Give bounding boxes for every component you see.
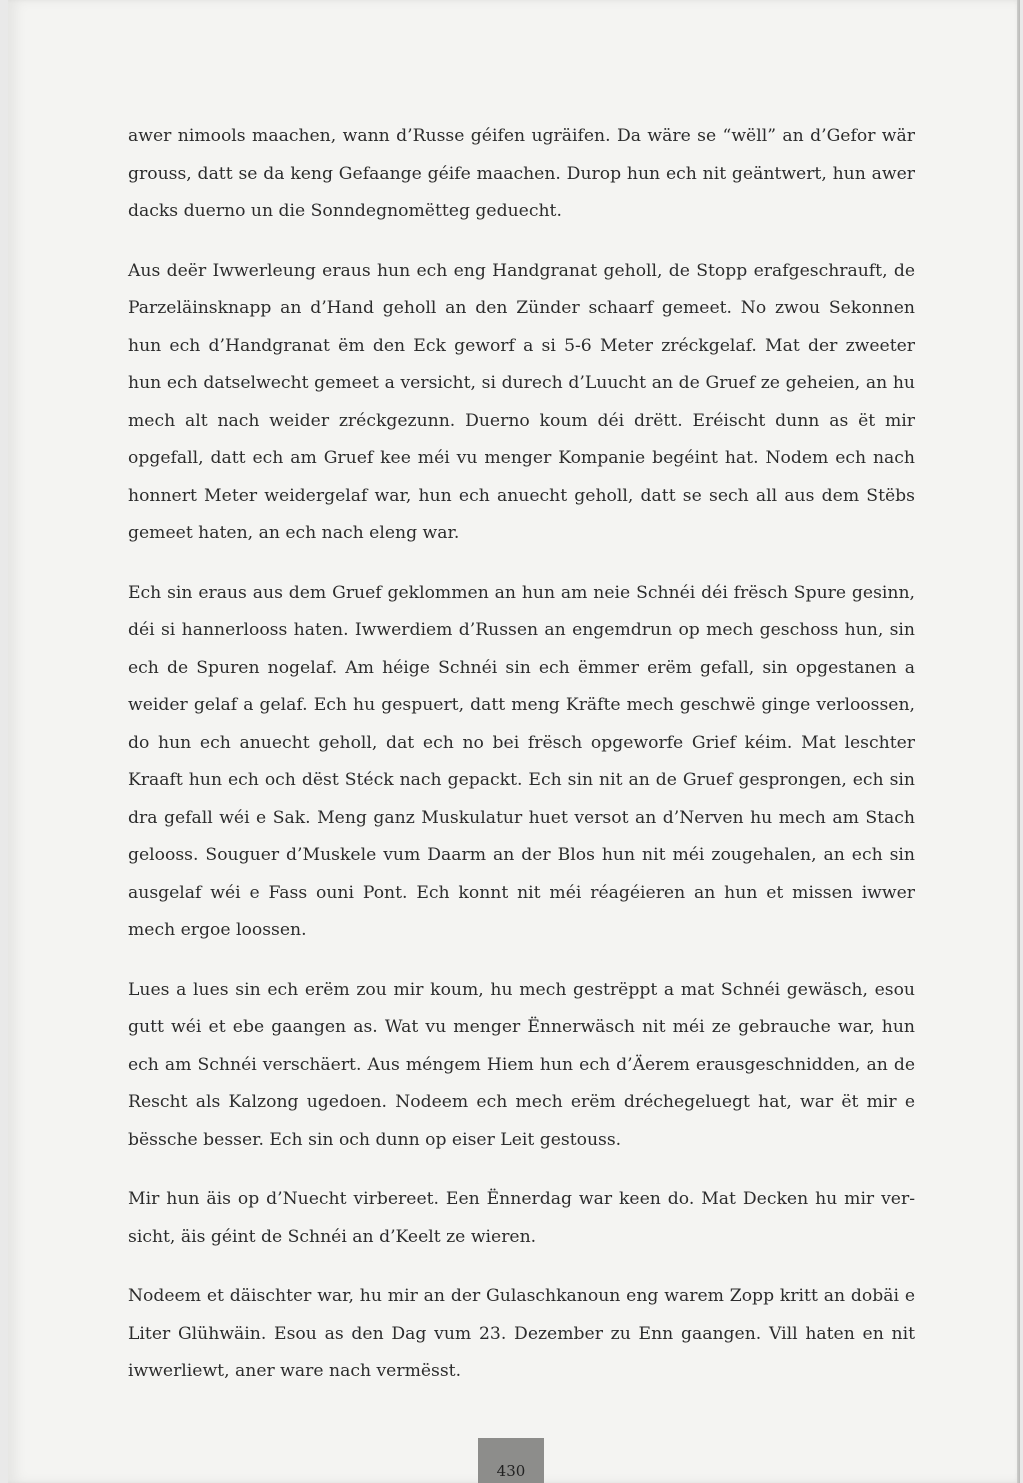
book-page <box>8 0 1020 1483</box>
page-number: 430 <box>496 1462 526 1480</box>
paragraph-4: Lues a lues sin ech erëm zou mir koum, hu mech gestrëppt a mat Schnéi gewäsch, esou gutt wéi et ebe gaangen as. Wat vu menger Ënnerwäsch nit méi ze gebrauche war, hun ech am Schnéi verschäert. Aus méngem Hiem hun ech d’Äerem erausgeschnidden, an de Rescht als Kalzong ugedoen. Nodeem ech mech erëm dréchegeluegt hat, war ët mir e bëssche besser. Ech sin och dunn op eiser Leit gestouss. <box>128 979 915 1150</box>
paragraph-6: Nodeem et däischter war, hu mir an der Gulaschkanoun eng warem Zopp kritt an dobäi e Liter Glühwäin. Esou as den Dag vum 23. Dezember zu Enn gaangen. Vill haten en nit iwwerliewt, aner ware nach vermësst. <box>128 1286 915 1381</box>
page-edge <box>1017 0 1020 1483</box>
paragraph-5: Mir hun äis op d’Nuecht virbereet. Een Ënnerdag war keen do. Mat Decken hu mir versicht, äis géint de Schnéi an d’Keelt ze wieren. <box>128 1189 915 1247</box>
paragraph-2: Aus deër Iwwerleung eraus hun ech eng Handgranat geholl, de Stopp erafgeschrauft, de Parzeläinsknapp an d’Hand geholl an den Zünder schaarf gemeet. No zwou Sekonnen hun ech d’Handgranat ëm den Eck geworf a si 5-6 Meter zréckgelaf. Mat der zweeter hun ech datselwecht gemeet a versicht, si durech d’Luucht an de Gruef ze geheien, an hu mech alt nach weider zréckgezunn. Duerno koum déi drëtt. Eréischt dunn as ët mir opgefall, datt ech am Gruef kee méi vu menger Kompanie begéint hat. Nodem ech nach honnert Meter weidergelaf war, hun ech anuecht geholl, datt se sech all aus dem Stëbs gemeet haten, an ech nach eleng war. <box>128 260 915 543</box>
page-number-tab <box>478 1438 544 1483</box>
body-text <box>128 118 915 1413</box>
paragraph-3: Ech sin eraus aus dem Gruef geklommen an hun am neie Schnéi déi frësch Spure gesinn, déi si hannerlooss haten. Iwwerdiem d’Russen an engemdrun op mech geschoss hun, sin ech de Spuren nogelaf. Am héige Schnéi sin ech ëmmer erëm gefall, sin opgestanen a weider gelaf a gelaf. Ech hu gespuert, datt meng Kräfte mech geschwë ginge verloossen, do hun ech anuecht geholl, dat ech no bei frësch opgeworfe Grief kéim. Mat leschter Kraaft hun ech och dëst Stéck nach gepackt. Ech sin nit an de Gruef gesprongen, ech sin dra gefall wéi e Sak. Meng ganz Muskulatur huet versot an d’Nerven hu mech am Stach gelooss. Souguer d’Muskele vum Daarm an der Blos hun nit méi zougehalen, an ech sin ausgelaf wéi e Fass ouni Pont. Ech konnt nit méi réagéieren an hun et missen iwwer mech ergoe loossen. <box>128 582 915 940</box>
paragraph-1: awer nimools maachen, wann d’Russe géifen ugräifen. Da wäre se “wëll” an d’Gefor wär grouss, datt se da keng Gefaange géife maachen. Durop hun ech nit geäntwert, hun awer dacks duerno un die Sonndegnomëtteg geduecht. <box>128 126 915 221</box>
